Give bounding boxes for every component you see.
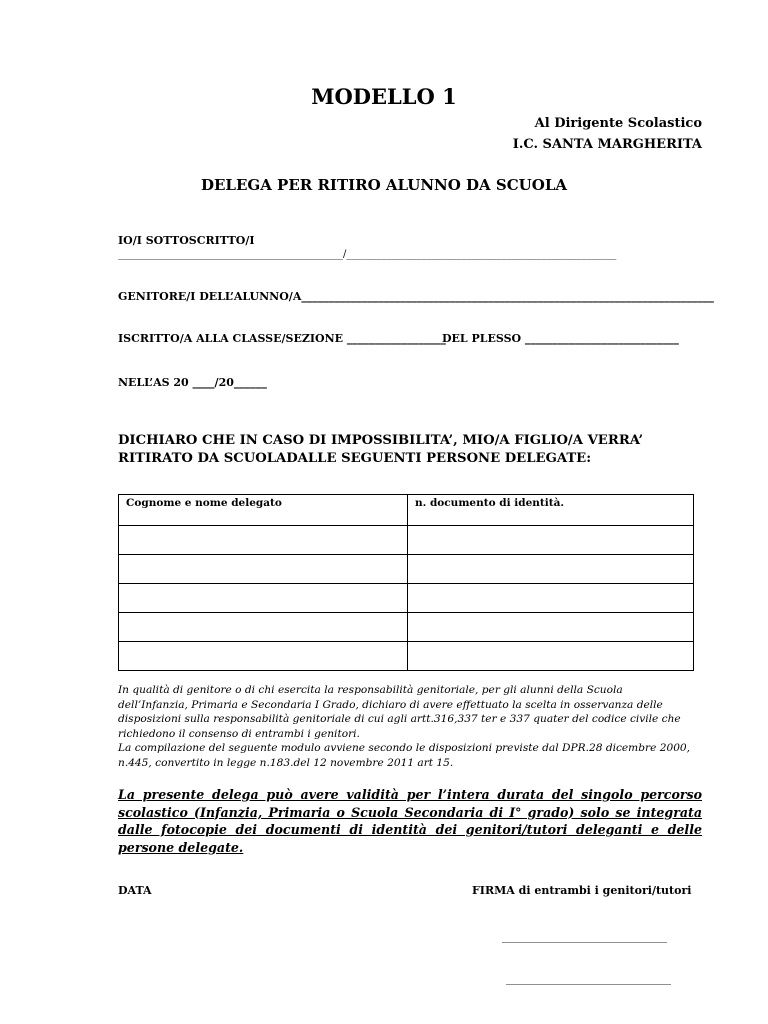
table-row <box>119 555 694 584</box>
classe-sezione-field[interactable]: ISCRITTO/A ALLA CLASSE/SEZIONE __________________ <box>118 332 446 345</box>
validity-notice: La presente delega può avere validità per l’intera durata del singolo percorso scolastico (Infanzia, Primaria o Scuola Secondaria di I° grado) solo se integrata dalle fotocopie dei documenti di identità dei genitori/tutori deleganti e delle persone delegate. <box>118 787 702 855</box>
delegate-name-cell[interactable] <box>119 642 408 671</box>
signature-line-1[interactable]: ______________________________ <box>502 930 667 943</box>
delegates-table <box>118 494 694 671</box>
id-document-cell[interactable] <box>408 584 694 613</box>
table-header-row <box>119 495 694 526</box>
id-document-cell[interactable] <box>408 642 694 671</box>
sottoscritto-blank-line[interactable]: _____________________________________________/______________________________________________________ <box>118 249 617 260</box>
recipient-line-2: I.C. SANTA MARGHERITA <box>512 137 702 152</box>
table-row <box>119 613 694 642</box>
id-document-cell[interactable] <box>408 526 694 555</box>
table-row <box>119 642 694 671</box>
id-document-cell[interactable] <box>408 613 694 642</box>
genitore-field[interactable]: GENITORE/I DELL’ALUNNO/A___________________________________________________________________________ <box>118 290 714 303</box>
header-id-document: n. documento di identità. <box>408 495 694 526</box>
declaration-text: DICHIARO CHE IN CASO DI IMPOSSIBILITA’, MIO/A FIGLIO/A VERRA’ RITIRATO DA SCUOLADALLE SEGUENTI PERSONE DELEGATE: <box>118 433 644 466</box>
sottoscritto-label: IO/I SOTTOSCRITTO/I <box>118 234 255 247</box>
delegate-name-cell[interactable] <box>119 613 408 642</box>
signature-line-2[interactable]: ______________________________ <box>506 972 671 985</box>
header-delegate-name: Cognome e nome delegato <box>119 495 408 526</box>
id-document-cell[interactable] <box>408 555 694 584</box>
plesso-field[interactable]: DEL PLESSO ____________________________ <box>442 332 679 345</box>
delegate-name-cell[interactable] <box>119 584 408 613</box>
table-row <box>119 584 694 613</box>
signature-label: FIRMA di entrambi i genitori/tutori <box>472 884 692 897</box>
page-title: MODELLO 1 <box>311 84 457 109</box>
date-label: DATA <box>118 884 152 897</box>
legal-note-paragraph-1: In qualità di genitore o di chi esercita la responsabilità genitoriale, per gli alunni della Scuola dell’Infanzia, Primaria e Secondaria I Grado, dichiaro di avere effettuato la scelta in osservanza delle disposizioni sulla responsabilità genitoriale di cui agli artt.316,337 ter e 337 quater del codice civile che richiedono il consenso di entrambi i genitori. <box>118 684 681 740</box>
delegate-name-cell[interactable] <box>119 526 408 555</box>
legal-note-paragraph-2: La compilazione del seguente modulo avviene secondo le disposizioni previste dal DPR.28 dicembre 2000, n.445, convertito in legge n.183.del 12 novembre 2011 art 15. <box>118 742 691 769</box>
legal-note <box>118 683 694 770</box>
anno-scolastico-field[interactable]: NELL’AS 20 ____/20______ <box>118 376 267 389</box>
recipient-line-1: Al Dirigente Scolastico <box>534 116 702 131</box>
table-row <box>119 526 694 555</box>
form-subtitle: DELEGA PER RITIRO ALUNNO DA SCUOLA <box>200 176 568 194</box>
delegate-name-cell[interactable] <box>119 555 408 584</box>
